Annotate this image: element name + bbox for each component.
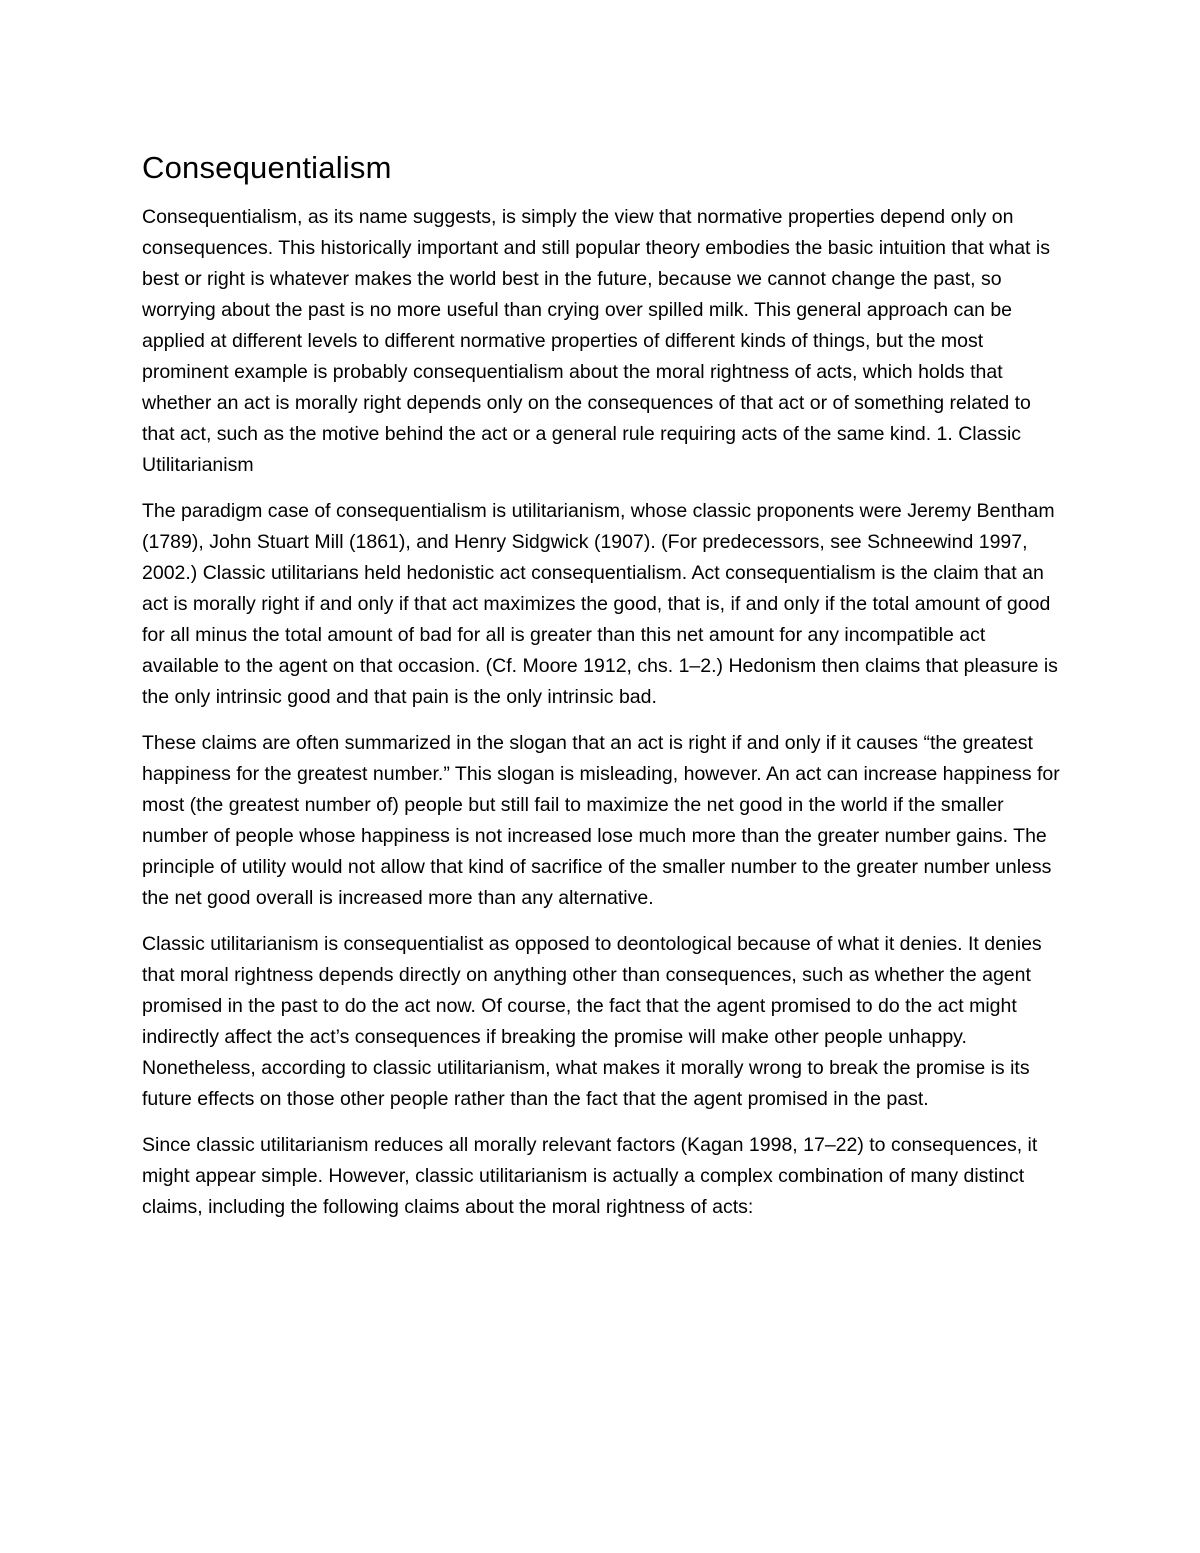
- paragraph-slogan: These claims are often summarized in the slogan that an act is right if and only if it causes “the greatest happiness for the greatest number.” This slogan is misleading, however. An act can increase happiness for most (the greatest number of) people but still fail to maximize the net good in the world if the smaller number of people whose happiness is not increased lose much more than the greater number gains. The principle of utility would not allow that kind of sacrifice of the smaller number to the greater number unless the net good overall is increased more than any alternative.: [142, 732, 1060, 909]
- paragraph-deontological: Classic utilitarianism is consequentialist as opposed to deontological because of what it denies. It denies that moral rightness depends directly on anything other than consequences, such as whether the agent promised in the past to do the act now. Of course, the fact that the agent promised to do the act might indirectly affect the act’s consequences if breaking the promise will make other people unhappy. Nonetheless, according to classic utilitarianism, what makes it morally wrong to break the promise is its future effects on those other people rather than the fact that the agent promised in the past.: [142, 933, 1042, 1110]
- paragraph-intro: Consequentialism, as its name suggests, is simply the view that normative properties depend only on consequences. This historically important and still popular theory embodies the basic intuition that what is best or right is whatever makes the world best in the future, because we cannot change the past, so worrying about the past is no more useful than crying over spilled milk. This general approach can be applied at different levels to different normative properties of different kinds of things, but the most prominent example is probably consequentialism about the moral rightness of acts, which holds that whether an act is morally right depends only on the consequences of that act or of something related to that act, such as the motive behind the act or a general rule requiring acts of the same kind. 1. Classic Utilitarianism: [142, 206, 1050, 476]
- paragraph-complex-combination: Since classic utilitarianism reduces all morally relevant factors (Kagan 1998, 17–22) to consequences, it might appear simple. However, classic utilitarianism is actually a complex combination of many distinct claims, including the following claims about the moral rightness of acts:: [142, 1134, 1038, 1218]
- document-title: Consequentialism: [142, 150, 392, 185]
- paragraph-paradigm-case: The paradigm case of consequentialism is utilitarianism, whose classic proponents were Jeremy Bentham (1789), John Stuart Mill (1861), and Henry Sidgwick (1907). (For predecessors, see Schneewind 1997, 2002.) Classic utilitarians held hedonistic act consequentialism. Act consequentialism is the claim that an act is morally right if and only if that act maximizes the good, that is, if and only if the total amount of good for all minus the total amount of bad for all is greater than this net amount for any incompatible act available to the agent on that occasion. (Cf. Moore 1912, chs. 1–2.) Hedonism then claims that pleasure is the only intrinsic good and that pain is the only intrinsic bad.: [142, 500, 1058, 708]
- document-body: [142, 148, 1064, 1238]
